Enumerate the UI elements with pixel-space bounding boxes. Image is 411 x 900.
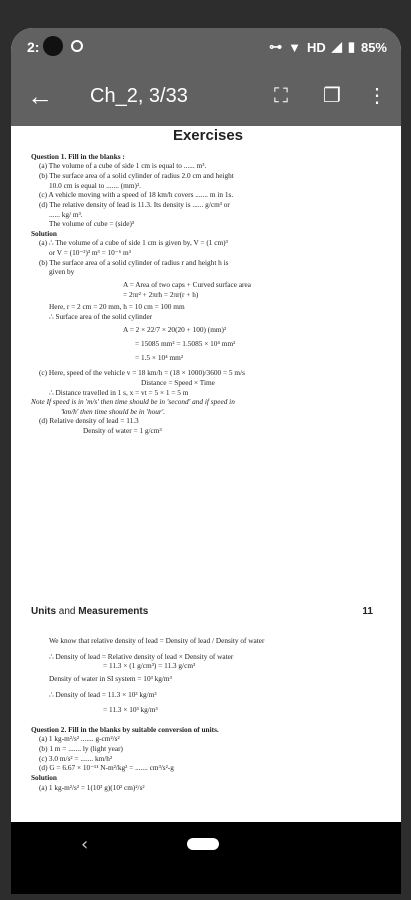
chapter-title-units: Units (31, 606, 56, 617)
vpn-key-icon: ⊶ (269, 39, 283, 54)
text-line: (c) Here, speed of the vehicle v = 18 km/h = (18 × 1000)/3600 = 5 m/s (39, 368, 245, 378)
fullscreen-icon[interactable]: ⛶ (274, 85, 288, 107)
text-line: (a) 1 kg-m²/s² ....... g-cm²/s² (39, 734, 120, 744)
page-footer-header (31, 605, 373, 618)
text-line: (c) A vehicle moving with a speed of 18 km/h covers ....... m in 1s. (39, 190, 234, 200)
text-line: ∴ Density of lead = 11.3 × 10³ kg/m³ (49, 689, 157, 699)
chapter-title-and: and (56, 606, 79, 617)
second-section (31, 636, 385, 792)
text-line: (a) 1 kg-m²/s² = 1(10³ g)(10² cm)²/s² (39, 782, 145, 792)
text-line: = 11.3 × (1 g/cm³) = 11.3 g/cm³ (103, 661, 196, 671)
text-line: (d) The relative density of lead is 11.3. Its density is ...... g/cm³ or (39, 199, 230, 209)
text-line: Density of water in SI system = 10³ kg/m³ (49, 673, 172, 683)
text-line: The volume of cube = (side)³ (49, 219, 135, 229)
text-line: ...... kg/ m³. (49, 209, 83, 219)
pdf-page (31, 128, 385, 848)
text-line: (b) The surface area of a solid cylinder of radius 2.0 cm and height (39, 171, 234, 181)
screen (11, 28, 401, 894)
solution-label: Solution (31, 228, 57, 238)
status-icons (269, 39, 387, 55)
question-1: Question 1. Fill in the blanks : (31, 151, 125, 161)
battery-icon: ▮ (347, 39, 355, 54)
text-line: (a) The volume of a cube of side 1 cm is equal to ...... m³. (39, 161, 207, 171)
status-bar (11, 28, 401, 70)
text-line: (a) ∴ The volume of a cube of side 1 cm is given by, V = (1 cm)³ (39, 238, 228, 248)
page-number: 11 (362, 606, 373, 617)
navigation-bar (11, 822, 401, 894)
battery-level: 85% (360, 39, 387, 55)
page-heading: Exercises (172, 127, 244, 144)
app-bar (11, 70, 401, 126)
question-2: Question 2. Fill in the blanks by suitable conversion of units. (31, 724, 219, 734)
text-line: A = 2 × 22/7 × 20(20 + 100) (mm)² (123, 325, 227, 335)
text-line: A = Area of two caps + Curved surface area (123, 279, 251, 289)
text-line: = 15085 mm² = 1.5085 × 10⁴ mm² (135, 339, 236, 349)
text-line: ∴ Density of lead = Relative density of lead × Density of water (49, 651, 234, 661)
text-line: Here, r = 2 cm = 20 mm, h = 10 cm = 100 mm (49, 302, 185, 312)
back-arrow-icon[interactable]: ← (27, 81, 53, 111)
nav-back-icon[interactable]: ‹ (81, 834, 89, 855)
text-line: = 2πr² + 2πrh = 2πr(r + h) (123, 289, 199, 299)
text-line: ∴ Distance travelled in 1 s, x = vt = 5 × 1 = 5 m (49, 387, 189, 397)
text-line: (d) Relative density of lead = 11.3 (39, 416, 139, 426)
bookmark-icon[interactable]: ❐ (323, 85, 341, 107)
signal-icon: ◢ (331, 39, 342, 54)
text-line: 10.0 cm is equal to ....... (mm)². (49, 180, 141, 190)
more-options-icon[interactable]: ⋮ (367, 85, 387, 107)
text-line: We know that relative density of lead = Density of lead / Density of water (49, 636, 265, 645)
solution-label: Solution (31, 772, 57, 782)
text-line: Distance = Speed × Time (141, 377, 215, 387)
text-line: ∴ Surface area of the solid cylinder (49, 311, 153, 321)
text-line: given by (49, 267, 75, 277)
status-time: 2: (27, 39, 40, 55)
camera-cutout (43, 36, 63, 56)
dnd-icon (71, 40, 83, 52)
wifi-icon: ▼ (288, 39, 302, 55)
text-line: (b) 1 m = ....... ly (light year) (39, 744, 123, 753)
home-pill-icon[interactable] (187, 838, 219, 850)
document-title: Ch_2, 3/33 (90, 85, 188, 107)
text-line: = 11.3 × 10³ kg/m³ (103, 705, 158, 715)
text-line: (d) G = 6.67 × 10⁻¹¹ N-m²/kg² = ....... cm³/s²-g (39, 763, 174, 773)
text-line: (c) 3.0 m/s² = ....... km/h² (39, 753, 113, 763)
text-line: or V = (10⁻²)³ m³ = 10⁻⁶ m³ (49, 248, 131, 258)
text-line: Density of water = 1 g/cm³ (83, 426, 162, 436)
note-line: Note If speed is in 'm/s' then time should be in 'second' and if speed in (31, 397, 235, 407)
text-line: = 1.5 × 10⁴ mm² (135, 352, 184, 362)
note-line: 'km/h' then time should be in 'hour'. (61, 406, 166, 416)
network-type: HD (307, 39, 326, 55)
text-line: (b) The surface area of a solid cylinder of radius r and height h is (39, 257, 229, 267)
chapter-title-measurements: Measurements (78, 606, 149, 617)
